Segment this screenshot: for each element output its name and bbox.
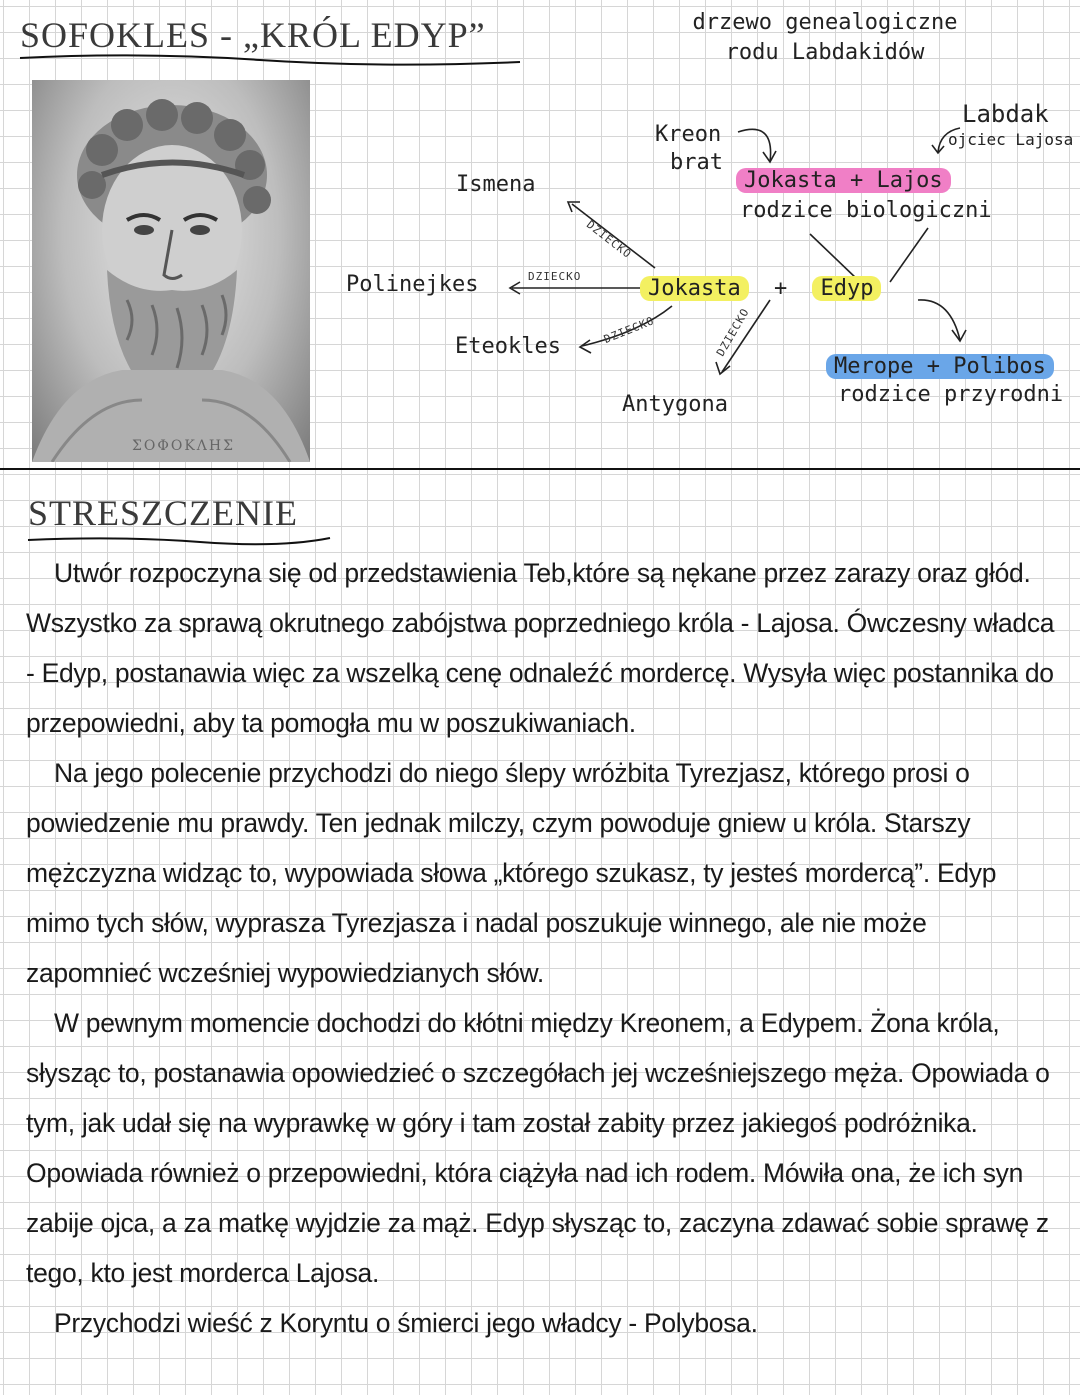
edge-label-eteokles: DZIECKO <box>602 314 657 347</box>
child-polinejkes: Polinejkes <box>346 272 479 297</box>
couple-plus: + <box>773 276 788 301</box>
summary-heading: STRESZCZENIE <box>28 493 298 533</box>
adoptive-parents-note: rodzice przyrodni <box>838 382 1064 407</box>
couple-right: Edyp <box>812 276 881 301</box>
section-divider <box>0 468 1080 470</box>
summary-paragraph: Utwór rozpoczyna się od przedstawienia Teb,które są nękane przez zarazy oraz głód. Wszystko za sprawą okrutnego zabójstwa poprzedniego króla - Lajosa. Ówczesny władca - Edyp, postanawia więc za wszelką cenę odnaleźć mordercę. Wysyła więc postannika do przepowiedni, aby ta pomogła mu w poszukiwaniach. <box>26 558 1055 738</box>
child-antygona: Antygona <box>622 392 728 417</box>
node-bio-parents <box>736 168 951 193</box>
summary-paragraph: Na jego polecenie przychodzi do niego ślepy wróżbita Tyrezjasz, którego prosi o powiedzenie mu prawdy. Ten jednak milczy, czym powoduje gniew u króla. Starszy mężczyzna widząc to, wypowiada słowa „którego szukasz, ty jesteś mordercą”. Edyp mimo tych słów, wyprasza Tyrezjasza i nadal poszukuje winnego, ale nie może zapomnieć wcześniej wypowiedzianych słów. <box>26 758 997 988</box>
child-ismena: Ismena <box>456 172 536 197</box>
tree-title-line2: rodu Labdakidów <box>725 40 925 65</box>
edge-label-polinejkes: DZIECKO <box>528 270 582 283</box>
node-kreon: Kreon <box>655 122 722 147</box>
couple-left: Jokasta <box>640 276 749 301</box>
edge-label-ismena: DZIECKO <box>583 218 635 262</box>
child-eteokles: Eteokles <box>455 334 561 359</box>
summary-body <box>26 548 1056 1348</box>
bio-parents-note: rodzice biologiczni <box>740 198 992 223</box>
tree-title-line1: drzewo genealogiczne <box>692 10 958 35</box>
kreon-note: brat <box>670 150 723 175</box>
bio-parents-label: Jokasta + Lajos <box>736 168 951 193</box>
summary-paragraph: Przychodzi wieść z Koryntu o śmierci jego władcy - Polybosa. <box>54 1308 758 1338</box>
edge-label-antygona: DZIECKO <box>714 305 752 359</box>
node-adoptive-parents <box>826 354 1054 379</box>
summary-paragraph: W pewnym momencie dochodzi do kłótni między Kreonem, a Edypem. Żona króla, słysząc to, postanawia opowiedzieć o szczegółach jej wcześniejszego męża. Opowiada o tym, jak udał się na wyprawkę w góry i tam został zabity przez jakiegoś podróżnika. Opowiada również o przepowiedni, która ciążyła nad ich rodem. Mówiła ona, że ich syn zabije ojca, a za matkę wyjdzie za mąż. Edyp słysząc to, zaczyna zdawać sobie sprawę z tego, kto jest morderca Lajosa. <box>26 1008 1050 1288</box>
node-couple <box>640 276 881 301</box>
page-title: SOFOKLES - „KRÓL EDYP” <box>20 15 486 55</box>
adoptive-parents-label: Merope + Polibos <box>826 354 1054 379</box>
node-labdak: Labdak <box>962 100 1049 128</box>
tree-title <box>660 8 990 68</box>
labdak-note: ojciec Lajosa <box>948 130 1074 149</box>
portrait-caption: ΣΟΦΟΚΛΗΣ <box>132 438 236 454</box>
